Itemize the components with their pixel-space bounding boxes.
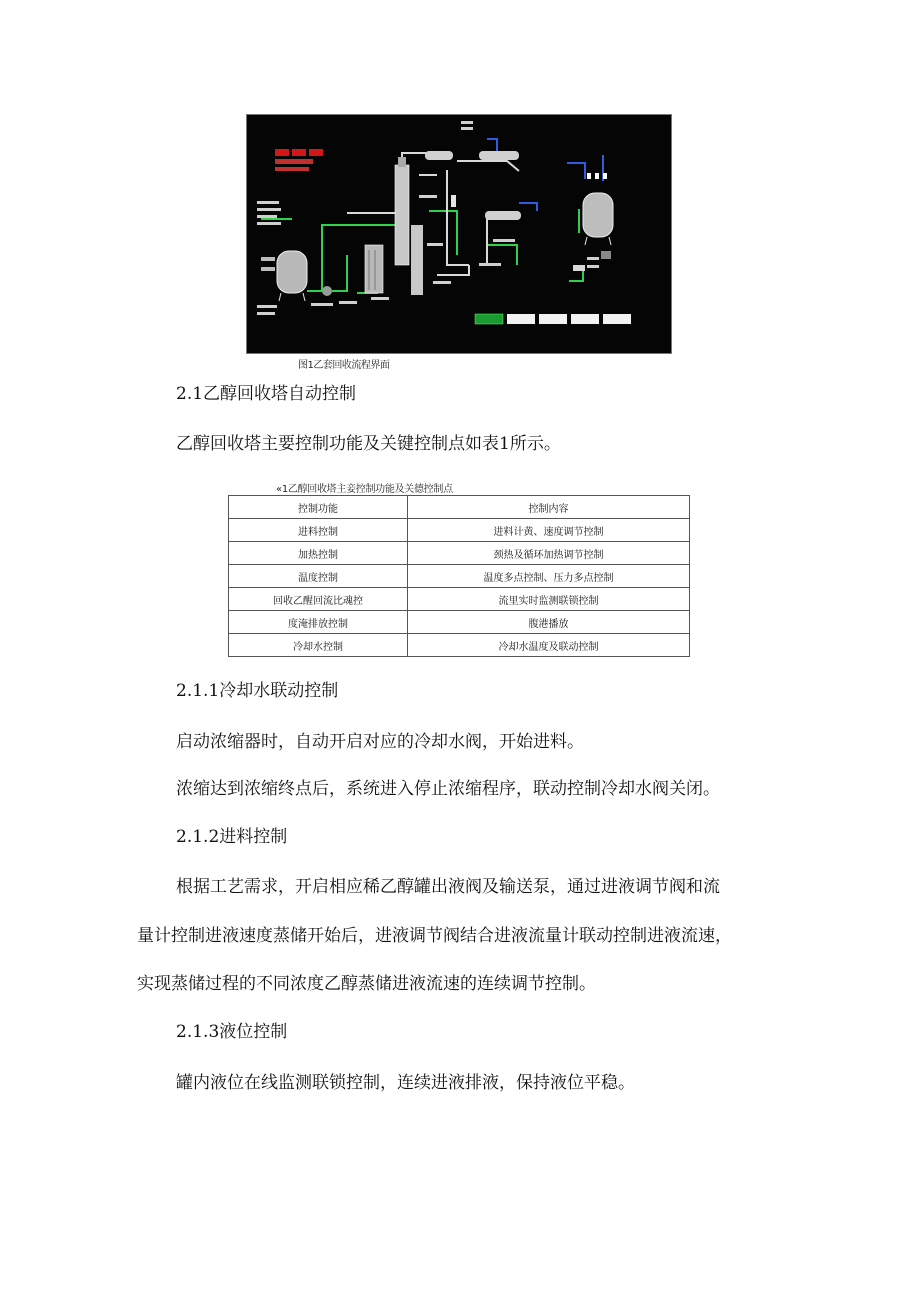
table-cell: 腹港播放 (408, 611, 690, 634)
paragraph: 罐内液位在线监测联锁控制，连续进液排液，保持液位平稳。 (176, 1073, 635, 1093)
process-flow-diagram (247, 115, 671, 353)
table-cell: 流里实时监测联锁控制 (408, 588, 690, 611)
figure-caption: 图1乙套回收流程界面 (298, 360, 390, 371)
table-cell: 颈热及循环加热调节控制 (408, 542, 690, 565)
nav-tabs[interactable] (475, 314, 631, 324)
table-cell: 冷却水控制 (229, 634, 408, 657)
table-cell: 冷却水温度及联动控制 (408, 634, 690, 657)
table-cell: 温度多点控制、压力多点控制 (408, 565, 690, 588)
alarm-display (275, 149, 323, 171)
left-storage-tank (261, 251, 307, 301)
control-functions-table (228, 495, 690, 657)
table-caption: «1乙醇回收塔主妾控制功能及关德控制点 (276, 484, 453, 495)
table-header-row (229, 496, 690, 519)
table-row (229, 611, 690, 634)
section-heading: 2.1乙醇回收塔自动控制 (176, 384, 357, 404)
table-row (229, 588, 690, 611)
table-cell: 加热控制 (229, 542, 408, 565)
paragraph-line: 根据工艺需求，开启相应稀乙醇罐出液阀及输送泵，通过进液调节阀和流 (176, 877, 720, 897)
paragraph: 浓缩达到浓缩终点后，系统进入停止浓缩程序，联动控制冷却水阀关闭。 (176, 779, 720, 799)
table-cell: 度淹排放控制 (229, 611, 408, 634)
table-row (229, 519, 690, 542)
table-cell: 回收乙醒回流比魂控 (229, 588, 408, 611)
process-flow-screenshot (246, 114, 672, 354)
table-cell: 控制功能 (229, 496, 408, 519)
paragraph-line: 量计控制进液速度蒸储开始后，进液调节阀结合进液流量计联动控制进液流速， (137, 926, 732, 946)
feed-pump-icon (322, 286, 332, 296)
subsection-heading: 2.1.1冷却水联动控制 (176, 681, 339, 701)
table-cell: 进料控制 (229, 519, 408, 542)
subsection-heading: 2.1.2进料控制 (176, 827, 288, 847)
table-cell: 控制内容 (408, 496, 690, 519)
table-cell: 温度控制 (229, 565, 408, 588)
table-row (229, 565, 690, 588)
paragraph-line: 实现蒸储过程的不同浓度乙醇蒸储进液流速的连续调节控制。 (137, 974, 596, 994)
table-row (229, 542, 690, 565)
subsection-heading: 2.1.3液位控制 (176, 1022, 288, 1042)
table-row (229, 634, 690, 657)
table-cell: 进料计黄、速度调节控制 (408, 519, 690, 542)
paragraph: 启动浓缩器时，自动开启对应的冷却水阀，开始进料。 (176, 732, 584, 752)
section-intro: 乙醇回收塔主要控制功能及关键控制点如表1所示。 (176, 434, 561, 454)
